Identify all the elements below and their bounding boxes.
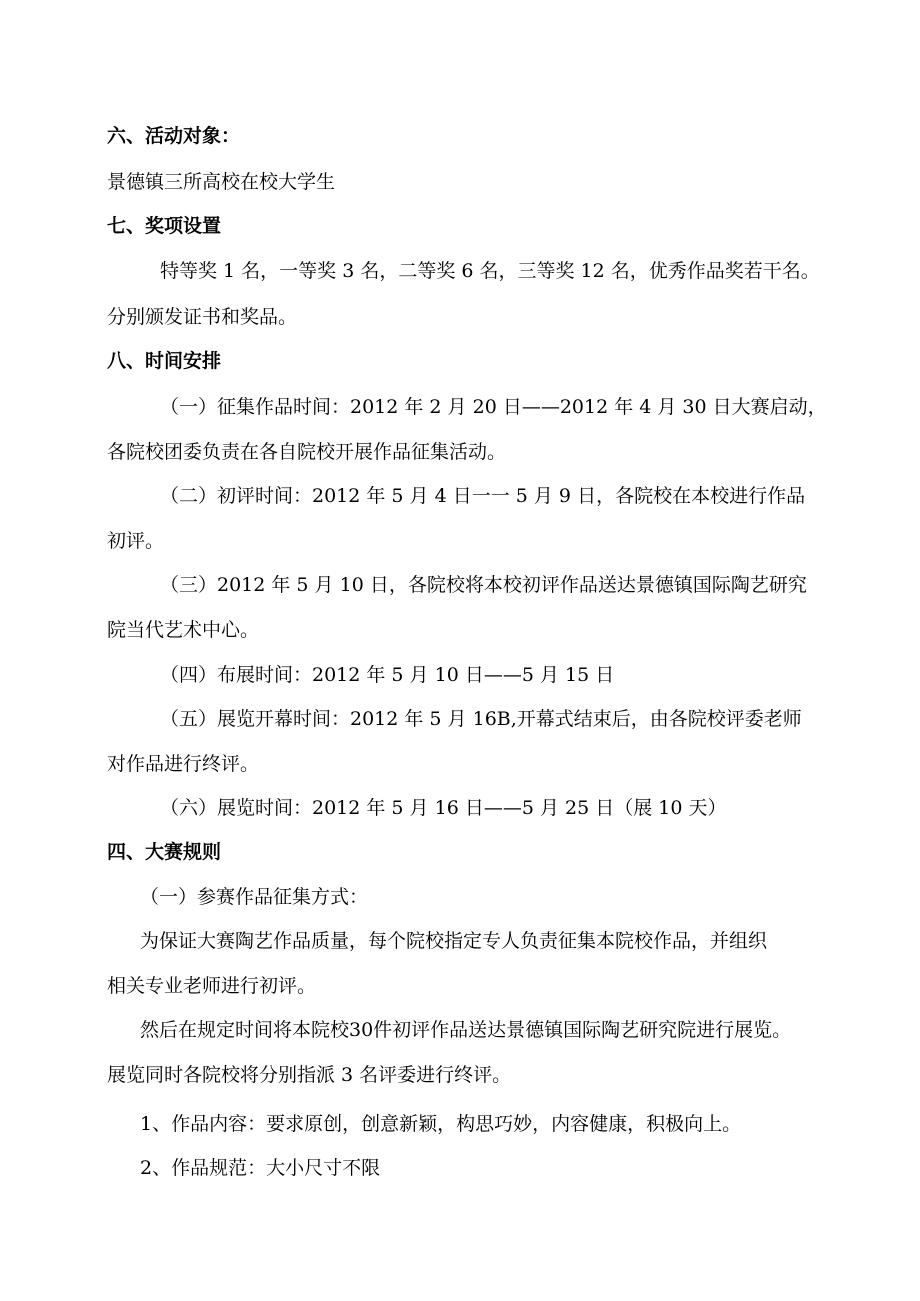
- rule-1-content: 1、作品内容：要求原创，创意新颖，构思巧妙，内容健康，积极向上。: [140, 1113, 742, 1135]
- schedule-item-1-line-1: （一）征集作品时间：2012 年 2 月 20 日——2012 年 4 月 30 日大赛启动，: [160, 396, 827, 418]
- schedule-item-4: （四）布展时间：2012 年 5 月 10 日——5 月 15 日: [160, 664, 615, 686]
- schedule-item-3-line-2: 院当代艺术中心。: [107, 619, 260, 641]
- awards-text-line-2: 分别颁发证书和奖品。: [107, 306, 298, 328]
- section-heading-awards: 七、奖项设置: [107, 215, 222, 237]
- section-heading-activity-target: 六、活动对象：: [107, 125, 241, 147]
- rules-para-2-line-2: 展览同时各院校将分别指派 3 名评委进行终评。: [107, 1064, 512, 1086]
- schedule-item-1-line-2: 各院校团委负责在各自院校开展作品征集活动。: [107, 441, 507, 463]
- section-heading-schedule: 八、时间安排: [107, 350, 222, 372]
- rules-subheading-collection: （一）参赛作品征集方式：: [140, 886, 369, 908]
- schedule-item-5-line-2: 对作品进行终评。: [107, 753, 260, 775]
- schedule-item-3-line-1: （三）2012 年 5 月 10 日，各院校将本校初评作品送达景德镇国际陶艺研究: [160, 574, 807, 596]
- schedule-item-2-line-1: （二）初评时间：2012 年 5 月 4 日一一 5 月 9 日，各院校在本校进行作品: [160, 485, 806, 507]
- activity-target-text: 景德镇三所高校在校大学生: [107, 171, 336, 193]
- rule-2-spec: 2、作品规范：大小尺寸不限: [140, 1157, 381, 1179]
- schedule-item-5-line-1: （五）展览开幕时间：2012 年 5 月 16B,开幕式结束后，由各院校评委老师: [160, 708, 802, 730]
- rules-para-2-line-1: 然后在规定时间将本院校30件初评作品送达景德镇国际陶艺研究院进行展览。: [140, 1019, 792, 1041]
- rules-para-1-line-2: 相关专业老师进行初评。: [107, 975, 317, 997]
- schedule-item-6: （六）展览时间：2012 年 5 月 16 日——5 月 25 日（展 10 天）: [160, 797, 727, 819]
- rules-para-1-line-1: 为保证大赛陶艺作品质量，每个院校指定专人负责征集本院校作品，并组织: [140, 930, 768, 952]
- section-heading-rules: 四、大赛规则: [107, 841, 222, 863]
- awards-text-line-1: 特等奖 1 名，一等奖 3 名，二等奖 6 名，三等奖 12 名，优秀作品奖若干名。: [160, 260, 820, 282]
- schedule-item-2-line-2: 初评。: [107, 530, 165, 552]
